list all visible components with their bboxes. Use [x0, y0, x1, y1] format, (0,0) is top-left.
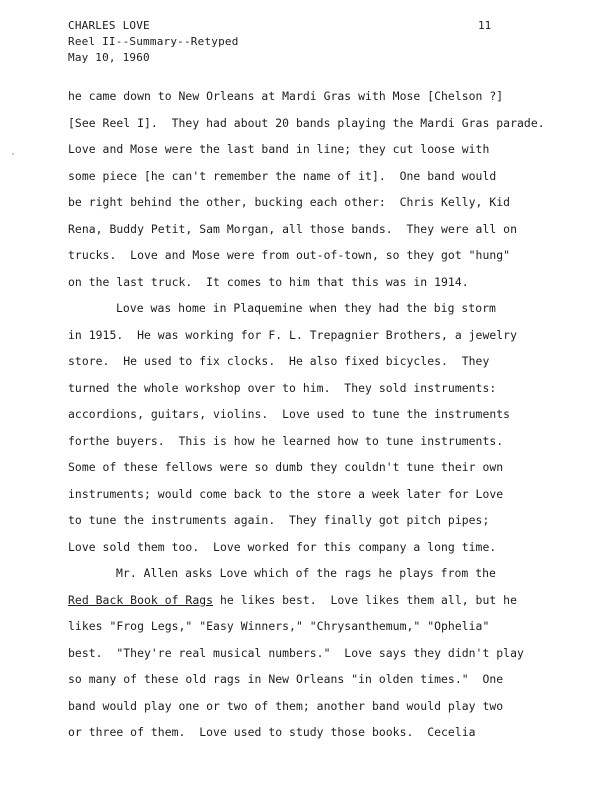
text-line: on the last truck. It comes to him that this was in 1914.: [68, 274, 469, 289]
text-line: Love sold them too. Love worked for this company a long time.: [68, 539, 497, 554]
paragraph-start-line: Love was home in Plaquemine when they had the big storm: [116, 301, 496, 315]
header-date: May 10, 1960: [68, 51, 150, 64]
text-line: likes "Frog Legs," "Easy Winners," "Chrysanthemum," "Ophelia": [68, 619, 490, 633]
text-line: to tune the instruments again. They finally got pitch pipes;: [68, 513, 490, 527]
page-number: 11: [478, 19, 492, 32]
book-title: Red Back Book of Rags: [68, 592, 214, 607]
header-name: CHARLES LOVE: [68, 19, 150, 32]
text-line: forthe buyers. This is how he learned how to tune instruments.: [68, 433, 504, 448]
text-line: Some of these fellows were so dumb they couldn't tune their own: [68, 460, 504, 474]
text-line: band would play one or two of them; another band would play two: [68, 698, 504, 713]
text-line: so many of these old rags in New Orleans "in olden times." One: [68, 672, 504, 686]
text-line-with-title: [68, 590, 578, 617]
text-line: trucks. Love and Mose were from out-of-town, so they got "hung": [68, 248, 511, 262]
text-line: best. "They're real musical numbers." Love says they didn't play: [68, 645, 524, 660]
text-line: Love and Mose were the last band in line; they cut loose with: [68, 142, 490, 156]
text-line-remainder: he likes best. Love likes them all, but he: [213, 592, 518, 607]
document-header: [68, 18, 239, 66]
header-reel: Reel II--Summary--Retyped: [68, 35, 239, 48]
text-line: or three of them. Love used to study those books. Cecelia: [68, 725, 476, 739]
text-line: turned the whole workshop over to him. They sold instruments:: [68, 380, 497, 395]
text-line: he came down to New Orleans at Mardi Gras with Mose [Chelson ?]: [68, 89, 504, 103]
margin-speck: [12, 153, 14, 155]
text-line: instruments; would come back to the store a week later for Love: [68, 486, 504, 501]
text-line: be right behind the other, bucking each other: Chris Kelly, Kid: [68, 195, 511, 209]
text-line: store. He used to fix clocks. He also fixed bicycles. They: [68, 354, 490, 368]
text-line: [See Reel I]. They had about 20 bands playing the Mardi Gras parade.: [68, 115, 545, 130]
text-line: Rena, Buddy Petit, Sam Morgan, all those bands. They were all on: [68, 221, 518, 236]
paragraph-start-line: Mr. Allen asks Love which of the rags he plays from the: [116, 566, 496, 580]
text-line: some piece [he can't remember the name of it]. One band would: [68, 168, 497, 183]
summary-body: [68, 86, 578, 749]
text-line: accordions, guitars, violins. Love used to tune the instruments: [68, 407, 511, 421]
text-line: in 1915. He was working for F. L. Trepagnier Brothers, a jewelry: [68, 327, 518, 342]
